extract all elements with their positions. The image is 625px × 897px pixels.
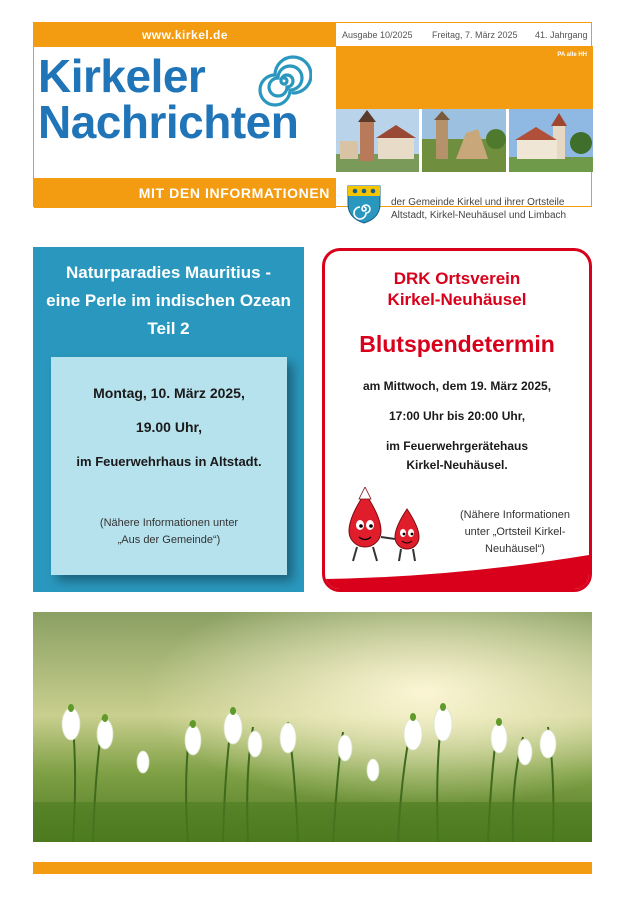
drk-date: am Mittwoch, dem 19. März 2025, bbox=[362, 379, 552, 393]
issue-info bbox=[336, 23, 593, 47]
town-photo-strip bbox=[336, 109, 593, 172]
header-accent-panel bbox=[336, 47, 593, 109]
event-note-line-2: „Aus der Gemeinde“) bbox=[117, 534, 221, 546]
snowdrops-photo bbox=[33, 612, 592, 842]
footer-accent-bar bbox=[33, 862, 592, 874]
drk-org-line-1: DRK Ortsverein bbox=[393, 269, 521, 288]
issue-number: Ausgabe 10/2025 bbox=[342, 30, 413, 40]
title-line-1: Kirkeler bbox=[38, 50, 206, 102]
region-line-2: Altstadt, Kirkel-Neuhäusel und Limbach bbox=[391, 210, 567, 221]
event-title-line-1: Naturparadies Mauritius - bbox=[66, 263, 271, 282]
drk-location-line-1: im Feuerwehrgerätehaus bbox=[385, 439, 529, 453]
tagline: MIT DEN INFORMATIONEN bbox=[34, 178, 336, 208]
event-date: Montag, 10. März 2025, bbox=[93, 385, 245, 401]
event-title-line-3: Teil 2 bbox=[147, 319, 190, 338]
event-details-card bbox=[51, 357, 287, 575]
town-photo-castle-ruin bbox=[422, 109, 506, 172]
region-description bbox=[391, 196, 591, 222]
issue-date: Freitag, 7. März 2025 bbox=[432, 30, 518, 40]
event-time: 19.00 Uhr, bbox=[135, 419, 203, 435]
drk-note-line-3: Neuhäusel“) bbox=[485, 543, 545, 555]
coat-of-arms-icon bbox=[346, 184, 382, 224]
issue-volume: 41. Jahrgang bbox=[535, 30, 588, 40]
blood-donation-announcement bbox=[322, 248, 592, 592]
drk-time: 17:00 Uhr bis 20:00 Uhr, bbox=[388, 409, 526, 423]
town-photo-chapel bbox=[509, 109, 593, 172]
spiral-logo-icon bbox=[256, 53, 312, 109]
drk-location-line-2: Kirkel-Neuhäusel. bbox=[406, 458, 508, 472]
drk-org-line-2: Kirkel-Neuhäusel bbox=[387, 290, 527, 309]
website-url[interactable]: www.kirkel.de bbox=[34, 23, 336, 47]
distribution-label: PA alle HH bbox=[557, 52, 587, 58]
event-title bbox=[33, 259, 304, 343]
event-mauritius-announcement bbox=[33, 247, 304, 592]
event-note-line-1: (Nähere Informationen unter bbox=[99, 517, 239, 529]
region-line-1: der Gemeinde Kirkel und ihrer Ortsteile bbox=[391, 197, 565, 208]
title-line-2: Nachrichten bbox=[38, 96, 299, 148]
drk-note-line-2: unter „Ortsteil Kirkel- bbox=[464, 526, 566, 538]
town-photo-church bbox=[336, 109, 419, 172]
event-title-line-2: eine Perle im indischen Ozean bbox=[46, 291, 291, 310]
drk-note-line-1: (Nähere Informationen bbox=[459, 509, 571, 521]
masthead bbox=[33, 22, 592, 221]
region-info bbox=[336, 178, 593, 221]
drk-headline: Blutspendetermin bbox=[359, 331, 555, 357]
event-location: im Feuerwehrhaus in Altstadt. bbox=[76, 454, 262, 469]
red-swoosh-decoration bbox=[325, 549, 589, 589]
